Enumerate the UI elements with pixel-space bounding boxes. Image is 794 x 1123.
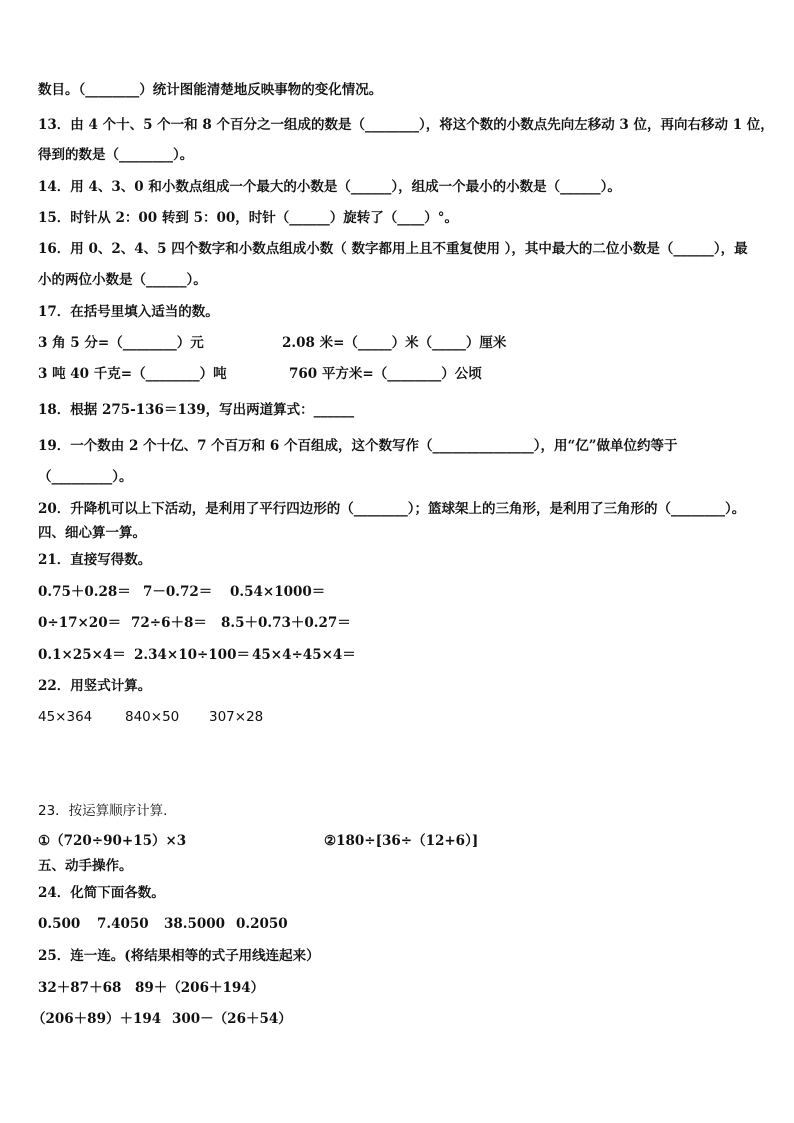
calc-item: 7－0.72＝ (143, 584, 213, 600)
question-13-line-2: 得到的数是（________）。 (38, 147, 194, 163)
match-expression: 89＋（206＋194） (135, 980, 265, 996)
vertical-calc-item: 307×28 (209, 709, 264, 725)
question-16-line-1: 16．用 0、2、4、5 四个数字和小数点组成小数（ 数字都用上且不重复使用 ），其中最大的二位小数是（______），最 (38, 241, 748, 257)
section-4-heading: 四、细心算一算。 (38, 525, 146, 541)
question-15: 15．时针从 2：00 转到 5：00，时针（______）旋转了（____）°。 (38, 210, 458, 226)
question-17-item-1: 3 角 5 分=（________）元 (38, 335, 204, 351)
question-21: 21．直接写得数。 (38, 552, 152, 568)
question-13-line-1: 13．由 4 个十、5 个一和 8 个百分之一组成的数是（________），将这个数的小数点先向左移动 3 位，再向右移动 1 位， (38, 117, 774, 133)
question-23-item-1: ①（720÷90+15）×3 (38, 833, 187, 849)
question-17-item-2: 2.08 米=（_____）米（_____）厘米 (282, 335, 507, 351)
question-20: 20．升降机可以上下活动，是利用了平行四边形的（________）；篮球架上的三角形，是利用了三角形的（________）。 (38, 501, 746, 517)
question-14: 14．用 4、3、0 和小数点组成一个最大的小数是（______），组成一个最小的小数是（______）。 (38, 179, 621, 195)
line-pie-chart-question: 数目。（________）统计图能清楚地反映事物的变化情况。 (38, 82, 383, 98)
calc-item: 0.54×1000＝ (230, 584, 326, 600)
section-5-heading: 五、动手操作。 (38, 858, 133, 874)
simplify-item: 38.5000 (164, 916, 226, 932)
calc-item: 72÷6＋8＝ (131, 615, 207, 631)
question-17: 17．在括号里填入适当的数。 (38, 304, 219, 320)
match-expression: （206＋89）＋194 (32, 1011, 162, 1027)
simplify-item: 0.2050 (236, 916, 288, 932)
question-19-line-2: （_________）。 (38, 469, 133, 485)
calc-item: 45×4÷45×4＝ (252, 647, 356, 663)
vertical-calc-item: 840×50 (125, 709, 180, 725)
match-expression: 32＋87＋68 (38, 980, 122, 996)
calc-item: 8.5＋0.73＋0.27＝ (221, 615, 351, 631)
question-17-item-4: 760 平方米=（________）公顷 (289, 366, 482, 382)
calc-item: 0.75＋0.28＝ (38, 584, 131, 600)
question-18: 18．根据 275-136＝139，写出两道算式：______ (38, 402, 355, 418)
question-19-line-1: 19．一个数由 2 个十亿、7 个百万和 6 个百组成，这个数写作（_______________），用“亿”做单位约等于 (38, 438, 678, 454)
question-22: 22．用竖式计算。 (38, 678, 152, 694)
question-17-item-3: 3 吨 40 千克=（________）吨 (38, 366, 227, 382)
match-expression: 300－（26＋54） (172, 1011, 292, 1027)
simplify-item: 7.4050 (97, 916, 149, 932)
question-23-item-2: ②180÷[36÷（12+6）] (324, 833, 479, 849)
simplify-item: 0.500 (38, 916, 81, 932)
question-23: 23．按运算顺序计算. (38, 803, 168, 819)
question-16-line-2: 小的两位小数是（______）。 (38, 272, 207, 288)
calc-item: 2.34×10÷100＝ (134, 647, 250, 663)
vertical-calc-item: 45×364 (38, 709, 93, 725)
calc-item: 0.1×25×4＝ (38, 647, 126, 663)
question-25: 25．连一连。(将结果相等的式子用线连起来） (38, 948, 320, 964)
question-24: 24．化简下面各数。 (38, 885, 165, 901)
calc-item: 0÷17×20＝ (38, 615, 122, 631)
